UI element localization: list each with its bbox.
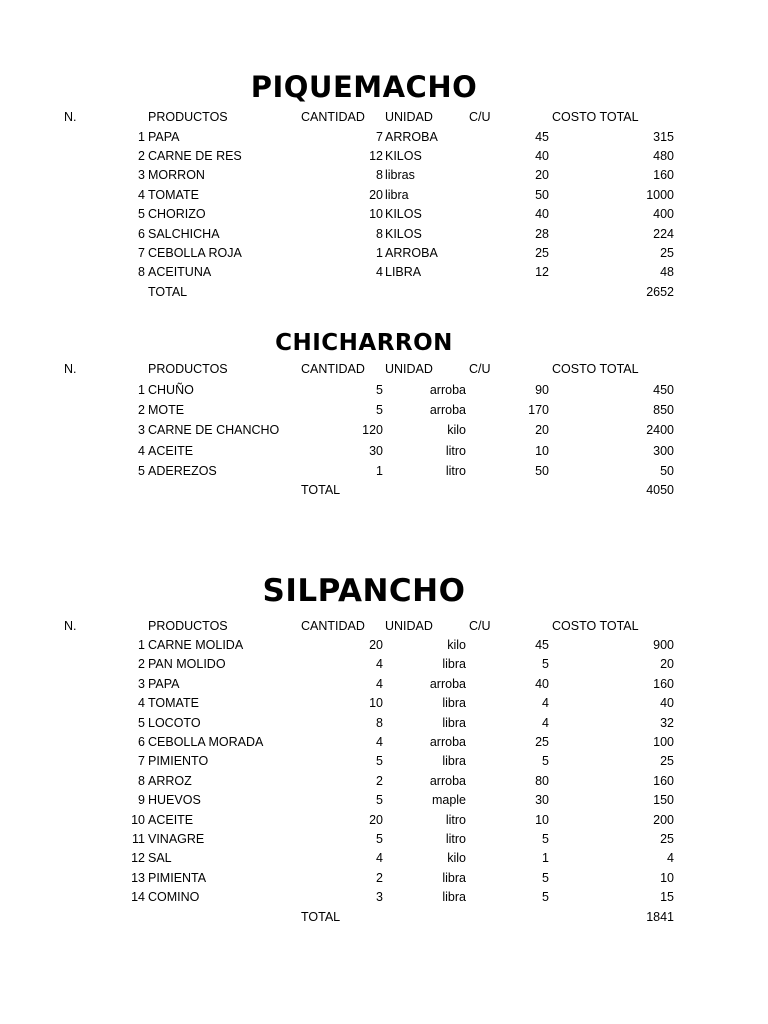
row-quantity: 5 [376,403,383,418]
table-row [0,147,768,166]
row-product: CEBOLLA MORADA [148,735,264,749]
table-row [0,442,768,461]
row-product: CEBOLLA ROJA [148,245,242,260]
row-product: PAPA [148,676,180,691]
row-total-cost: 160 [653,168,674,183]
row-quantity: 5 [376,383,383,397]
row-unit-cost: 5 [542,870,549,885]
row-unit: libra [442,715,466,730]
table-row [0,205,768,224]
table-header [0,108,768,127]
row-quantity: 20 [369,187,383,202]
row-number: 2 [138,403,145,418]
row-number: 10 [131,812,145,827]
total-value: 1841 [646,910,674,924]
row-unit: maple [431,793,466,808]
row-quantity: 7 [376,129,383,144]
row-total-cost: 315 [653,129,674,144]
row-quantity: 20 [369,638,383,652]
header-productos: PRODUCTOS [148,362,228,376]
row-total-cost: 50 [660,463,674,478]
row-number: 3 [138,423,145,438]
header-productos: PRODUCTOS [148,619,228,633]
table-row [0,166,768,185]
header-cu: C/U [469,619,491,633]
row-number: 1 [138,638,145,652]
header-cantidad: CANTIDAD [301,110,365,124]
table-row [0,830,768,849]
row-total-cost: 25 [660,245,674,260]
table-row [0,869,768,888]
row-product: ACEITE [148,443,194,458]
row-quantity: 1 [376,245,383,260]
row-total-cost: 900 [653,638,674,652]
row-total-cost: 25 [660,754,674,769]
row-unit: kilo [447,423,466,438]
row-unit: arroba [429,383,466,397]
row-unit: kilo [447,638,466,652]
table-row [0,636,768,655]
row-unit-cost: 40 [535,148,549,163]
row-number: 6 [138,735,145,749]
row-total-cost: 48 [660,265,674,280]
row-number: 1 [138,129,145,144]
row-quantity: 8 [376,226,383,241]
table-row [0,849,768,868]
row-number: 7 [138,754,145,769]
row-number: 4 [138,696,145,711]
row-unit-cost: 30 [535,793,549,808]
row-unit-cost: 5 [542,657,549,672]
table-row [0,401,768,420]
row-unit-cost: 28 [535,226,549,241]
section-title-piquemacho: PIQUEMACHO [250,70,478,104]
row-product: PIMIENTO [148,754,209,769]
row-number: 12 [131,851,145,866]
row-product: PAN MOLIDO [148,657,226,672]
header-cantidad: CANTIDAD [301,619,365,633]
table-row [0,655,768,674]
total-label: TOTAL [301,483,341,497]
table-row [0,186,768,205]
row-total-cost: 40 [660,696,674,711]
row-unit: KILOS [385,207,422,222]
row-quantity: 4 [376,735,383,749]
row-product: ACEITE [148,812,194,827]
table-row [0,888,768,907]
table-row [0,791,768,810]
row-total-cost: 450 [653,383,674,397]
row-unit-cost: 80 [535,773,549,788]
row-unit-cost: 1 [542,851,549,866]
row-number: 3 [138,676,145,691]
row-total-cost: 150 [653,793,674,808]
row-number: 6 [138,226,145,241]
row-unit-cost: 50 [535,463,549,478]
table-row [0,244,768,263]
row-number: 3 [138,168,145,183]
table-row [0,675,768,694]
table-row [0,462,768,481]
row-unit: libra [442,890,466,905]
row-quantity: 8 [376,715,383,730]
row-total-cost: 15 [660,890,674,905]
section-title-chicharron: CHICHARRON [275,330,453,356]
row-product: LOCOTO [148,715,201,730]
row-quantity: 2 [376,773,383,788]
row-total-cost: 300 [653,443,674,458]
row-number: 14 [131,890,145,905]
table-row [0,772,768,791]
row-unit-cost: 50 [535,187,549,202]
row-number: 1 [138,383,145,397]
row-number: 2 [138,148,145,163]
row-unit: arroba [429,676,466,691]
row-number: 4 [138,443,145,458]
row-total-cost: 100 [653,735,674,749]
row-unit: libras [385,168,415,183]
row-unit: libra [442,870,466,885]
row-quantity: 120 [362,423,383,438]
table-row [0,733,768,752]
table-row [0,381,768,400]
row-unit: libra [385,187,409,202]
total-label: TOTAL [148,285,188,299]
row-total-cost: 200 [653,812,674,827]
row-quantity: 3 [376,890,383,905]
row-unit-cost: 45 [535,638,549,652]
table-row [0,811,768,830]
header-cu: C/U [469,110,491,124]
table-row [0,421,768,440]
row-unit: libra [442,696,466,711]
row-number: 8 [138,773,145,788]
total-row [0,481,768,500]
total-row [0,283,768,302]
row-number: 13 [131,870,145,885]
row-product: TOMATE [148,187,199,202]
table-row [0,263,768,282]
row-total-cost: 224 [653,226,674,241]
row-unit-cost: 25 [535,735,549,749]
total-label: TOTAL [301,910,341,924]
row-number: 8 [138,265,145,280]
header-costo-total: COSTO TOTAL [552,110,639,124]
row-quantity: 4 [376,657,383,672]
table-row [0,225,768,244]
row-quantity: 30 [369,443,383,458]
row-unit: KILOS [385,226,422,241]
row-unit: ARROBA [385,129,438,144]
row-number: 11 [132,832,145,846]
row-unit: arroba [429,735,466,749]
row-unit-cost: 12 [535,265,549,280]
row-unit: arroba [429,403,466,418]
row-quantity: 10 [369,207,383,222]
row-number: 5 [138,463,145,478]
row-total-cost: 4 [667,851,674,866]
row-product: ACEITUNA [148,265,212,280]
row-quantity: 5 [376,793,383,808]
row-number: 5 [138,207,145,222]
row-number: 4 [138,187,145,202]
row-product: MORRON [148,168,205,183]
row-product: CHUÑO [148,383,194,397]
row-product: SALCHICHA [148,226,220,241]
row-product: HUEVOS [148,793,201,808]
row-unit-cost: 5 [542,890,549,905]
row-product: ARROZ [148,773,192,788]
row-unit-cost: 5 [542,832,549,846]
row-unit: litro [445,463,466,478]
row-product: ADEREZOS [148,463,217,478]
row-quantity: 1 [376,463,383,478]
row-unit: kilo [447,851,466,866]
row-quantity: 4 [376,676,383,691]
total-row [0,908,768,927]
row-total-cost: 480 [653,148,674,163]
table-row [0,714,768,733]
row-total-cost: 25 [660,832,674,846]
row-unit-cost: 20 [535,168,549,183]
row-unit: litro [445,832,466,846]
header-costo-total: COSTO TOTAL [552,362,639,376]
row-total-cost: 2400 [646,423,674,438]
header-n: N. [64,110,77,124]
row-product: PAPA [148,129,180,144]
row-quantity: 4 [376,265,383,280]
row-number: 9 [138,793,145,808]
total-value: 4050 [646,483,674,497]
row-total-cost: 1000 [646,187,674,202]
row-total-cost: 400 [653,207,674,222]
row-product: COMINO [148,890,200,905]
header-n: N. [64,619,77,633]
row-product: VINAGRE [148,832,205,846]
row-quantity: 5 [376,754,383,769]
row-unit: arroba [429,773,466,788]
row-unit-cost: 90 [535,383,549,397]
row-unit-cost: 10 [535,812,549,827]
row-quantity: 10 [369,696,383,711]
row-number: 5 [138,715,145,730]
header-cantidad: CANTIDAD [301,362,365,376]
row-quantity: 2 [376,870,383,885]
row-unit-cost: 40 [535,676,549,691]
table-row [0,752,768,771]
header-unidad: UNIDAD [385,110,433,124]
row-product: CARNE DE CHANCHO [148,423,280,438]
table-header [0,617,768,636]
table-header [0,360,768,379]
row-number: 2 [138,657,145,672]
header-n: N. [64,362,77,376]
header-unidad: UNIDAD [385,619,433,633]
row-quantity: 5 [376,832,383,846]
row-product: CARNE DE RES [148,148,242,163]
row-unit: litro [445,443,466,458]
header-costo-total: COSTO TOTAL [552,619,639,633]
row-unit: ARROBA [385,245,438,260]
row-total-cost: 160 [653,773,674,788]
total-value: 2652 [646,285,674,299]
row-unit: litro [445,812,466,827]
header-productos: PRODUCTOS [148,110,228,124]
row-product: CARNE MOLIDA [148,638,244,652]
row-unit: KILOS [385,148,422,163]
row-quantity: 20 [369,812,383,827]
row-unit-cost: 40 [535,207,549,222]
row-product: CHORIZO [148,207,206,222]
row-total-cost: 10 [660,870,674,885]
row-unit-cost: 10 [535,443,549,458]
row-unit-cost: 5 [542,754,549,769]
row-unit: libra [442,657,466,672]
row-quantity: 12 [369,148,383,163]
row-product: MOTE [148,403,185,418]
row-number: 7 [138,245,145,260]
row-unit-cost: 4 [542,696,549,711]
row-total-cost: 20 [660,657,674,672]
header-unidad: UNIDAD [385,362,433,376]
row-total-cost: 32 [660,715,674,730]
row-unit-cost: 4 [542,715,549,730]
row-total-cost: 160 [653,676,674,691]
row-total-cost: 850 [653,403,674,418]
row-unit: libra [442,754,466,769]
header-cu: C/U [469,362,491,376]
row-unit-cost: 20 [535,423,549,438]
row-quantity: 8 [376,168,383,183]
table-row [0,128,768,147]
row-product: SAL [148,851,172,866]
row-unit-cost: 25 [535,245,549,260]
row-product: PIMIENTA [148,870,207,885]
row-unit-cost: 45 [535,129,549,144]
row-unit-cost: 170 [528,403,549,418]
row-product: TOMATE [148,696,199,711]
row-unit: LIBRA [385,265,422,280]
section-title-silpancho: SILPANCHO [262,573,466,609]
table-row [0,694,768,713]
row-quantity: 4 [376,851,383,866]
